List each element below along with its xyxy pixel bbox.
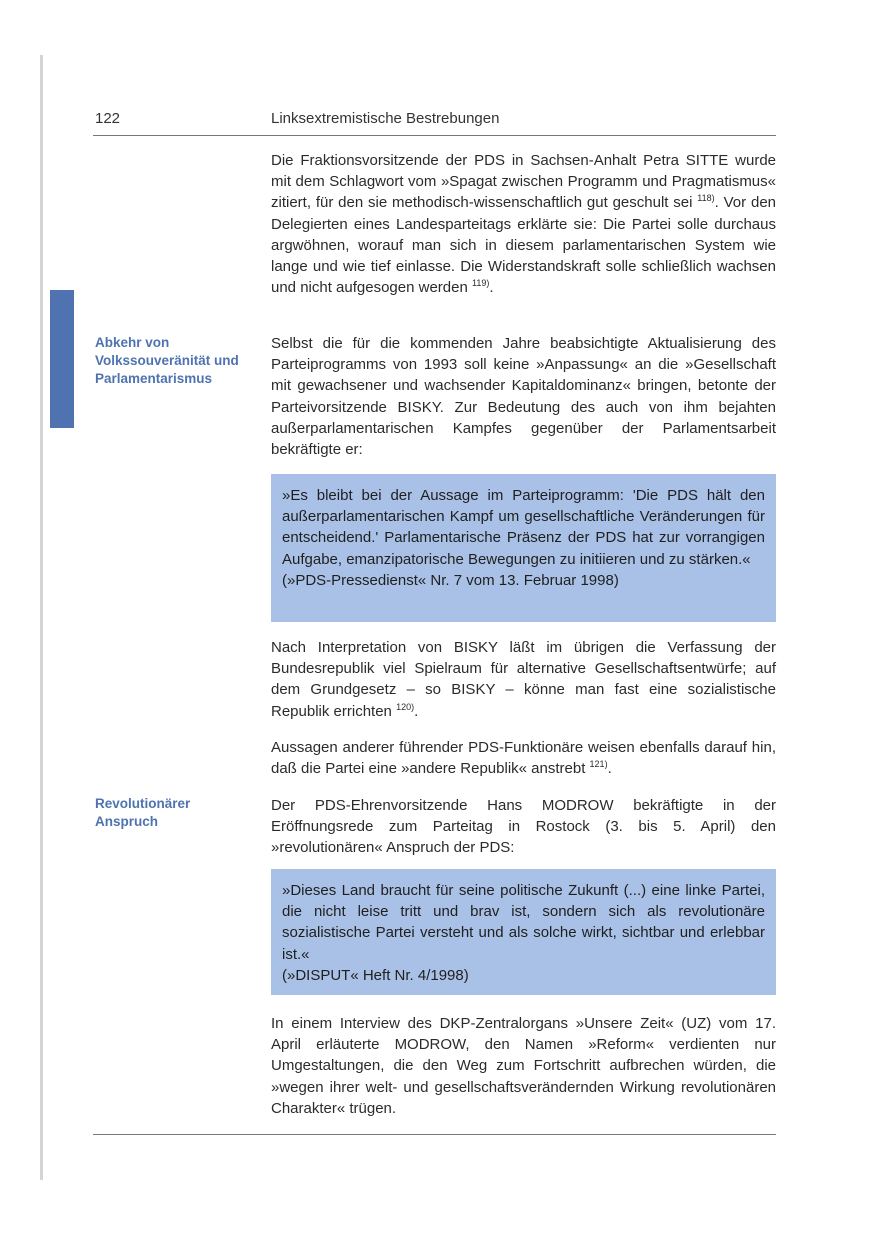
body-paragraph-1: Die Fraktionsvorsitzende der PDS in Sachsen-Anhalt Petra SITTE wurde mit dem Schlagwort vom »Spagat zwischen Programm und Pragmatismus« zitiert, für den sie methodisch-wissenschaftlich gut geschult sei $^{118)}$. Vor den Delegierten eines Landesparteitags erklärte sie: Die Partei solle durchaus argwöhnen, worauf man sich in diesem parlamentarischen System wie lange und wie tief einlasse. Die Widerstandskraft solle schließlich wachsen und nicht aufgesogen werden $^{119)}$. — [271, 152, 776, 297]
chapter-side-tab — [50, 290, 74, 428]
quote-box-2 — [271, 869, 776, 995]
body-paragraph-5: Der PDS-Ehrenvorsitzende Hans MODROW bekräftigte in der Eröffnungsrede zum Parteitag in Rostock (3. bis 5. April) den »revolutionären« Anspruch der PDS: — [271, 797, 776, 857]
quote-box-1 — [271, 474, 776, 622]
footnote-ref-119[interactable]: 119) — [472, 278, 490, 289]
page-spine-line — [40, 55, 43, 1180]
header-rule — [93, 135, 776, 136]
body-paragraph-4: Aussagen anderer führender PDS-Funktionäre weisen ebenfalls darauf hin, daß die Partei eine »andere Republik« anstrebt $^{121)}$. — [271, 739, 776, 778]
footnote-ref-120[interactable]: 120) — [396, 701, 415, 712]
footer-rule — [93, 1134, 776, 1135]
footnote-ref-121[interactable]: 121) — [589, 759, 608, 770]
margin-note-revolutionaer: Revolutionärer Anspruch — [95, 796, 191, 829]
quote-source-1: (»PDS-Pressedienst« Nr. 7 vom 13. Februar 1998) — [282, 571, 619, 589]
quote-text-2: »Dieses Land braucht für seine politische Zukunft (...) eine linke Partei, die nicht leise tritt und brav ist, sondern sich als revolutionäre sozialistische Partei versteht und als solche wirkt, sichtbar und erlebbar ist.« — [282, 882, 765, 963]
quote-source-2: (»DISPUT« Heft Nr. 4/1998) — [282, 966, 469, 984]
body-paragraph-2: Selbst die für die kommenden Jahre beabsichtigte Aktualisierung des Parteiprogramms von 1993 soll keine »Anpassung« an die »Gesellschaft mit gewachsener und wachsender Kapitaldominanz« bringen, betonte der Parteivorsitzende BISKY. Zur Bedeutung des auch von ihm bejahten außerparlamentarischen Kampfes gegenüber der Parlamentsarbeit bekräftigte er: — [271, 335, 776, 459]
body-paragraph-6: In einem Interview des DKP-Zentralorgans »Unsere Zeit« (UZ) vom 17. April erläuterte MODROW, den Namen »Reform« verdienten nur Umgestaltungen, die den Weg zum Fortschritt aufbrechen würden, die »wegen ihrer welt- und gesellschaftsverändernden Wirkung revolutionären Charakter« trügen. — [271, 1015, 776, 1117]
running-title: Linksextremistische Bestrebungen — [271, 110, 500, 127]
body-paragraph-3: Nach Interpretation von BISKY läßt im übrigen die Verfassung der Bundesrepublik viel Spielraum für alternative Gesellschaftsentwürfe; auf dem Grundgesetz – so BISKY – könne man fast eine sozialistische Republik errichten $^{120)}$. — [271, 639, 776, 720]
margin-note-volkssouveraenitaet: Abkehr von Volkssouveränität und Parlamentarismus — [95, 335, 239, 386]
footnote-ref-118[interactable]: 118) — [697, 193, 715, 204]
page-number: 122 — [95, 110, 121, 127]
quote-text-1: »Es bleibt bei der Aussage im Parteiprogramm: 'Die PDS hält den außerparlamentarischen Kampf um gesellschaftliche Veränderungen für entscheidend.' Parlamentarische Präsenz der PDS hat zur vorrangigen Aufgabe, emanzipatorische Bewegungen zu initiieren und zu stärken.« — [282, 487, 765, 568]
